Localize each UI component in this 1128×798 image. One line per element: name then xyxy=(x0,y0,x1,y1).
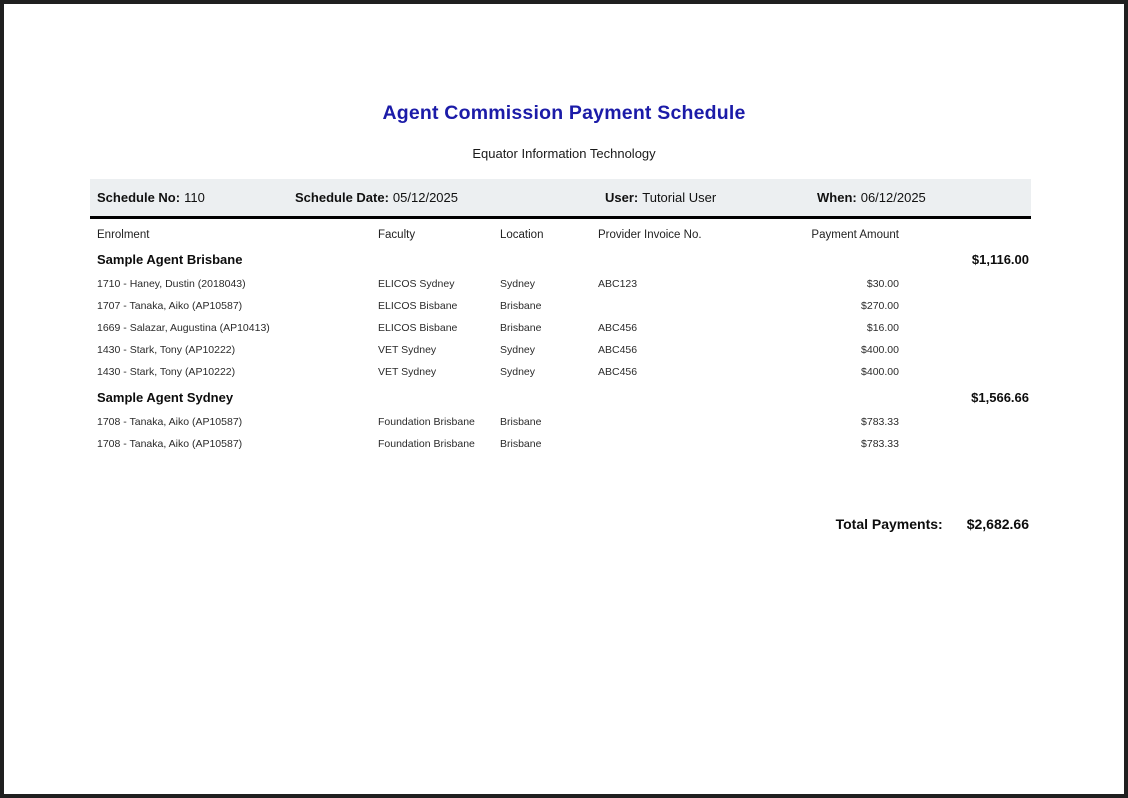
group-header-row xyxy=(97,245,1029,273)
cell-enrolment: 1708 - Tanaka, Aiko (AP10587) xyxy=(97,416,243,428)
info-when-label: When: xyxy=(817,190,857,205)
info-user-value: Tutorial User xyxy=(642,190,717,205)
cell-amount: $400.00 xyxy=(861,344,899,356)
cell-location: Sydney xyxy=(500,366,536,378)
table-row xyxy=(97,317,1029,339)
column-header-invoice: Provider Invoice No. xyxy=(598,229,702,241)
group-name: Sample Agent Brisbane xyxy=(97,251,243,267)
cell-amount: $783.33 xyxy=(861,416,899,428)
info-when-value: 06/12/2025 xyxy=(860,190,926,205)
cell-invoice: ABC456 xyxy=(598,366,638,378)
cell-location: Sydney xyxy=(500,344,536,356)
table-row xyxy=(97,273,1029,295)
table-row xyxy=(97,433,1029,455)
cell-location: Brisbane xyxy=(500,438,542,450)
info-schedule-no-label: Schedule No: xyxy=(97,190,181,205)
report-title: Agent Commission Payment Schedule xyxy=(382,102,746,124)
group-name: Sample Agent Sydney xyxy=(97,389,234,405)
cell-amount: $783.33 xyxy=(861,438,899,450)
group-total: $1,566.66 xyxy=(971,389,1029,405)
cell-enrolment: 1710 - Haney, Dustin (2018043) xyxy=(97,278,246,290)
cell-enrolment: 1430 - Stark, Tony (AP10222) xyxy=(97,344,236,356)
cell-faculty: Foundation Brisbane xyxy=(378,416,475,428)
cell-amount: $270.00 xyxy=(861,300,899,312)
info-when xyxy=(817,179,926,216)
cell-amount: $400.00 xyxy=(861,366,899,378)
cell-location: Brisbane xyxy=(500,322,542,334)
table-header-row xyxy=(97,225,1029,245)
cell-enrolment: 1669 - Salazar, Augustina (AP10413) xyxy=(97,322,270,334)
column-header-enrolment: Enrolment xyxy=(97,229,150,241)
cell-amount: $30.00 xyxy=(866,278,899,290)
table-row xyxy=(97,295,1029,317)
commission-table xyxy=(97,225,1029,455)
column-header-location: Location xyxy=(500,229,544,241)
cell-faculty: ELICOS Bisbane xyxy=(378,300,458,312)
cell-invoice: ABC123 xyxy=(598,278,638,290)
cell-amount: $16.00 xyxy=(866,322,899,334)
cell-faculty: ELICOS Bisbane xyxy=(378,322,458,334)
total-payments-label: Total Payments: xyxy=(835,516,943,532)
cell-location: Brisbane xyxy=(500,300,542,312)
schedule-info-bar xyxy=(90,179,1031,219)
cell-enrolment: 1430 - Stark, Tony (AP10222) xyxy=(97,366,236,378)
cell-enrolment: 1707 - Tanaka, Aiko (AP10587) xyxy=(97,300,243,312)
info-schedule-date-value: 05/12/2025 xyxy=(392,190,458,205)
cell-location: Brisbane xyxy=(500,416,542,428)
table-row xyxy=(97,411,1029,433)
info-schedule-no-value: 110 xyxy=(184,190,205,205)
cell-enrolment: 1708 - Tanaka, Aiko (AP10587) xyxy=(97,438,243,450)
cell-faculty: VET Sydney xyxy=(378,366,437,378)
cell-location: Sydney xyxy=(500,278,536,290)
info-user xyxy=(605,179,716,216)
table-row xyxy=(97,339,1029,361)
table-row xyxy=(97,361,1029,383)
column-header-amount: Payment Amount xyxy=(811,229,899,241)
cell-invoice: ABC456 xyxy=(598,344,638,356)
total-payments-value: $2,682.66 xyxy=(966,516,1029,532)
info-schedule-date-label: Schedule Date: xyxy=(295,190,389,205)
group-total: $1,116.00 xyxy=(971,251,1029,267)
info-schedule-date xyxy=(295,179,458,216)
report-subtitle: Equator Information Technology xyxy=(472,146,656,161)
cell-faculty: Foundation Brisbane xyxy=(378,438,475,450)
cell-faculty: ELICOS Sydney xyxy=(378,278,455,290)
info-user-label: User: xyxy=(605,190,639,205)
cell-faculty: VET Sydney xyxy=(378,344,437,356)
total-payments xyxy=(836,511,1029,537)
group-header-row xyxy=(97,383,1029,411)
column-header-faculty: Faculty xyxy=(378,229,416,241)
info-schedule-no xyxy=(97,179,205,216)
cell-invoice: ABC456 xyxy=(598,322,638,334)
